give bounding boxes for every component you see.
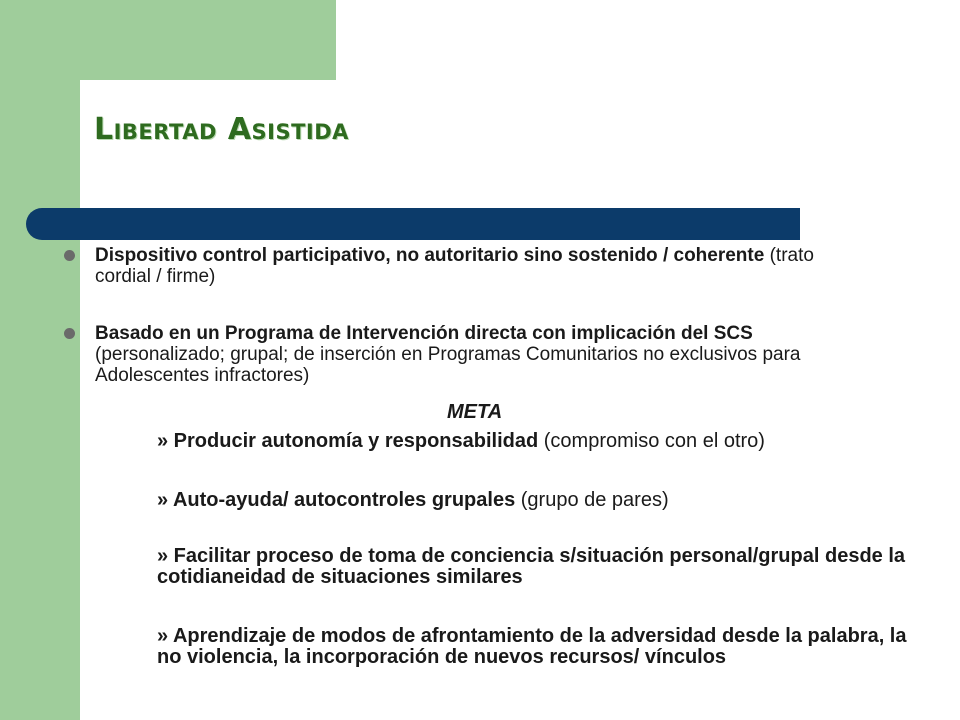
bullet-dot-icon [64,328,75,339]
goal-normal-text: (compromiso con el otro) [538,430,765,452]
goal-bold-text: » Facilitar proceso de toma de conciencia s/situación personal/grupal desde la cotidianeidad de situaciones similares [157,545,906,588]
bullet-dot-icon [64,250,75,261]
bullet-item [95,245,835,287]
goal-bold-text: » Auto-ayuda/ autocontroles grupales [157,489,516,511]
bullet-bold-text: Basado en un Programa de Intervención directa con implicación del SCS [95,323,753,344]
goal-item [157,626,917,668]
bullet-bold-text: Dispositivo control participativo, no autoritario sino sostenido / coherente [95,245,765,266]
goal-item [157,490,917,511]
meta-heading: META [447,401,503,423]
bullet-normal-text: (personalizado; grupal; de inserción en Programas Comunitarios no exclusivos para Adolescentes infractores) [95,344,801,386]
slide-title: Libertad Asistida [94,112,349,147]
bullet-item [95,323,835,386]
goal-normal-text: (grupo de pares) [515,489,669,511]
goal-bold-text: » Aprendizaje de modos de afrontamiento de la adversidad desde la palabra, la no violencia, la incorporación de nuevos recursos/ vínculos [157,625,907,668]
bullet-normal-text: (trato cordial / firme) [95,245,814,287]
goal-item [157,546,917,588]
goal-item [157,431,917,452]
goal-bold-text: » Producir autonomía y responsabilidad [157,430,539,452]
